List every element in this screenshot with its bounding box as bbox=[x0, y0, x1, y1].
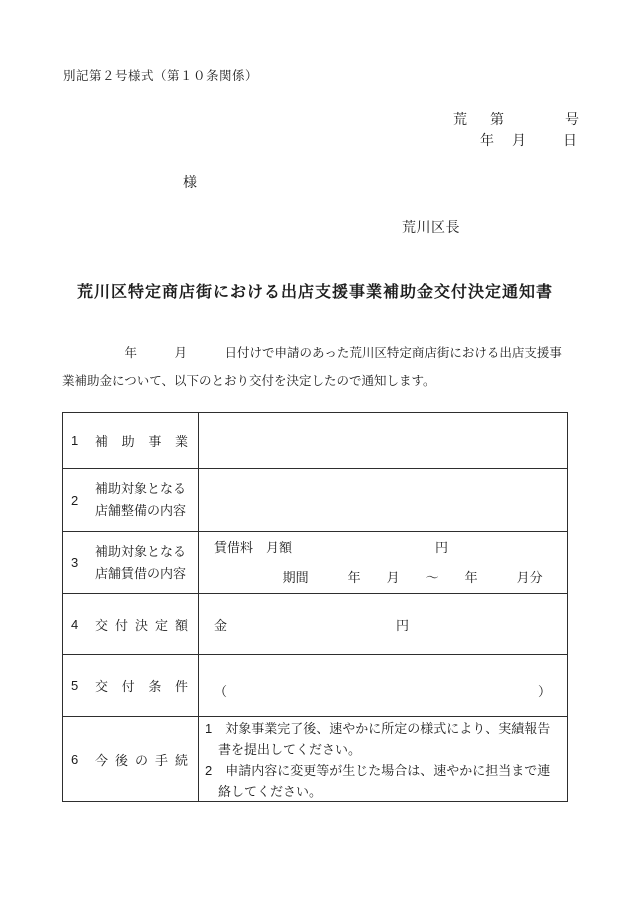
form-number-label: 別記第２号様式（第１０条関係） bbox=[63, 69, 259, 83]
body-paragraph bbox=[62, 339, 574, 395]
table-row-1-subsidized-project bbox=[63, 413, 567, 468]
row-2-label bbox=[95, 478, 186, 522]
row-2-label-line-2: 店舗整備の内容 bbox=[95, 503, 187, 518]
rent-period-line: 期間 年 月 ～ 年 月分 bbox=[214, 569, 543, 585]
row-5-number: 5 bbox=[71, 678, 79, 693]
row-4-label: 交付決定額 bbox=[95, 617, 188, 633]
conditions-paren-line bbox=[214, 682, 551, 702]
row-3-label bbox=[95, 541, 186, 585]
addressee-sama: 様 bbox=[183, 174, 197, 190]
row-2-number: 2 bbox=[71, 492, 79, 508]
close-paren: ） bbox=[537, 684, 551, 699]
table-row-2-store-improvement bbox=[63, 468, 567, 531]
row-3-label-cell bbox=[63, 532, 199, 593]
row-2-label-cell bbox=[63, 469, 199, 531]
rent-amount-line: 賃借料 月額 円 bbox=[214, 539, 449, 555]
date-day-label: 日 bbox=[563, 132, 577, 148]
row-3-number: 3 bbox=[71, 555, 79, 570]
row-4-label-cell bbox=[63, 594, 199, 654]
grant-amount-line: 金 円 bbox=[214, 617, 410, 633]
procedure-line-2: 書を提出してください。 bbox=[205, 742, 362, 757]
row-1-content-blank bbox=[199, 413, 567, 468]
procedure-line-3: 2 申請内容に変更等が生じた場合は、速やかに担当まで連 bbox=[205, 763, 551, 778]
row-6-content bbox=[199, 717, 567, 801]
row-2-label-line-1: 補助対象となる bbox=[95, 481, 187, 496]
date-year-label: 年 bbox=[480, 132, 494, 148]
row-6-label: 今後の手続 bbox=[95, 752, 188, 768]
row-5-content bbox=[199, 655, 567, 716]
row-3-label-line-2: 店舗賃借の内容 bbox=[95, 565, 187, 581]
row-5-label-cell bbox=[63, 655, 199, 716]
row-3-label-line-1: 補助対象となる bbox=[95, 543, 187, 559]
row-2-content-blank bbox=[199, 469, 567, 531]
doc-number-go: 号 bbox=[565, 111, 579, 127]
table-row-3-store-lease bbox=[63, 531, 567, 593]
row-4-number: 4 bbox=[71, 616, 79, 632]
row-6-label-cell bbox=[63, 717, 199, 801]
row-4-content bbox=[199, 594, 567, 654]
table-row-5-grant-conditions bbox=[63, 654, 567, 716]
doc-number-dai: 第 bbox=[490, 111, 504, 127]
open-paren: （ bbox=[214, 684, 228, 699]
row-6-number: 6 bbox=[71, 751, 79, 767]
row-1-number: 1 bbox=[71, 433, 79, 448]
body-line-2: 業補助金について、以下のとおり交付を決定したので通知します。 bbox=[62, 374, 436, 388]
row-1-label-cell bbox=[63, 413, 199, 468]
row-1-label: 補助事業 bbox=[95, 434, 188, 449]
document-title: 荒川区特定商店街における出店支援事業補助金交付決定通知書 bbox=[76, 284, 553, 301]
row-3-content bbox=[199, 532, 567, 593]
grant-decision-table bbox=[62, 412, 568, 802]
table-row-4-grant-amount bbox=[63, 593, 567, 654]
row-5-label: 交付条件 bbox=[95, 679, 188, 694]
table-row-6-future-procedures bbox=[63, 716, 567, 801]
procedure-line-1: 1 対象事業完了後、速やかに所定の様式により、実績報告 bbox=[205, 721, 551, 736]
procedure-line-4: 絡してください。 bbox=[205, 784, 323, 799]
sender-title: 荒川区長 bbox=[402, 219, 460, 235]
doc-number-agency: 荒 bbox=[453, 111, 467, 127]
body-line-1: 年 月 日付けで申請のあった荒川区特定商店街における出店支援事 bbox=[62, 346, 562, 360]
date-month-label: 月 bbox=[512, 132, 526, 148]
